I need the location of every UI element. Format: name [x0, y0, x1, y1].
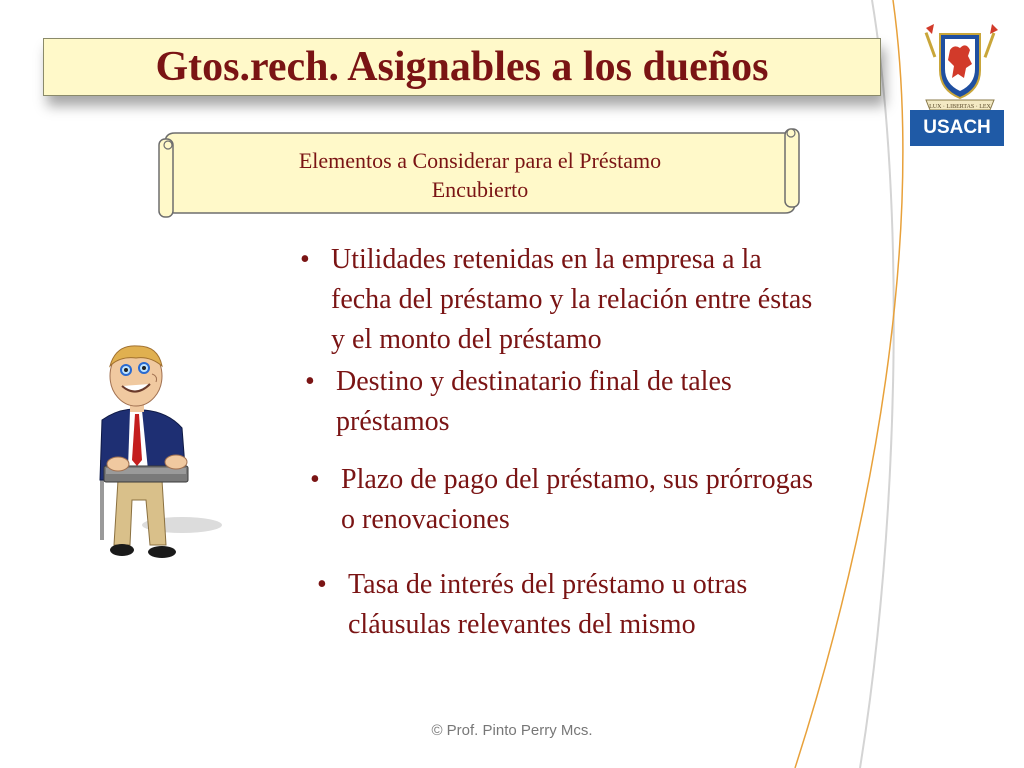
bullet-text: Plazo de pago del préstamo, sus prórrogas o renovaciones [341, 464, 813, 535]
bullet-item [310, 460, 930, 540]
usach-badge: USACH [910, 110, 1004, 146]
bullet-marker: • [305, 366, 315, 397]
bullet-text: Utilidades retenidas en la empresa a la fecha del préstamo y la relación entre éstas y el monto del préstamo [331, 244, 813, 355]
bullet-item [317, 565, 917, 645]
university-crest-icon [918, 20, 1002, 116]
subtitle-line-2: Encubierto [431, 177, 529, 202]
bullet-marker: • [310, 464, 320, 495]
bullet-item [305, 362, 905, 442]
scroll-subtitle [175, 142, 785, 208]
bullet-marker: • [317, 569, 327, 600]
bullet-item [300, 240, 920, 360]
title-banner [43, 38, 881, 96]
subtitle-line-1: Elementos a Considerar para el Préstamo [298, 148, 662, 173]
slide-title: Gtos.rech. Asignables a los dueños [155, 44, 769, 90]
bullet-text: Destino y destinatario final de tales préstamos [336, 366, 732, 437]
man-with-laptop-icon [92, 340, 222, 565]
svg-text:LUX · LIBERTAS · LEX: LUX · LIBERTAS · LEX [929, 104, 991, 110]
bullet-text: Tasa de interés del préstamo u otras cláusulas relevantes del mismo [348, 569, 748, 640]
bullet-marker: • [300, 244, 310, 275]
footer-credit: © Prof. Pinto Perry Mcs. [431, 722, 593, 739]
